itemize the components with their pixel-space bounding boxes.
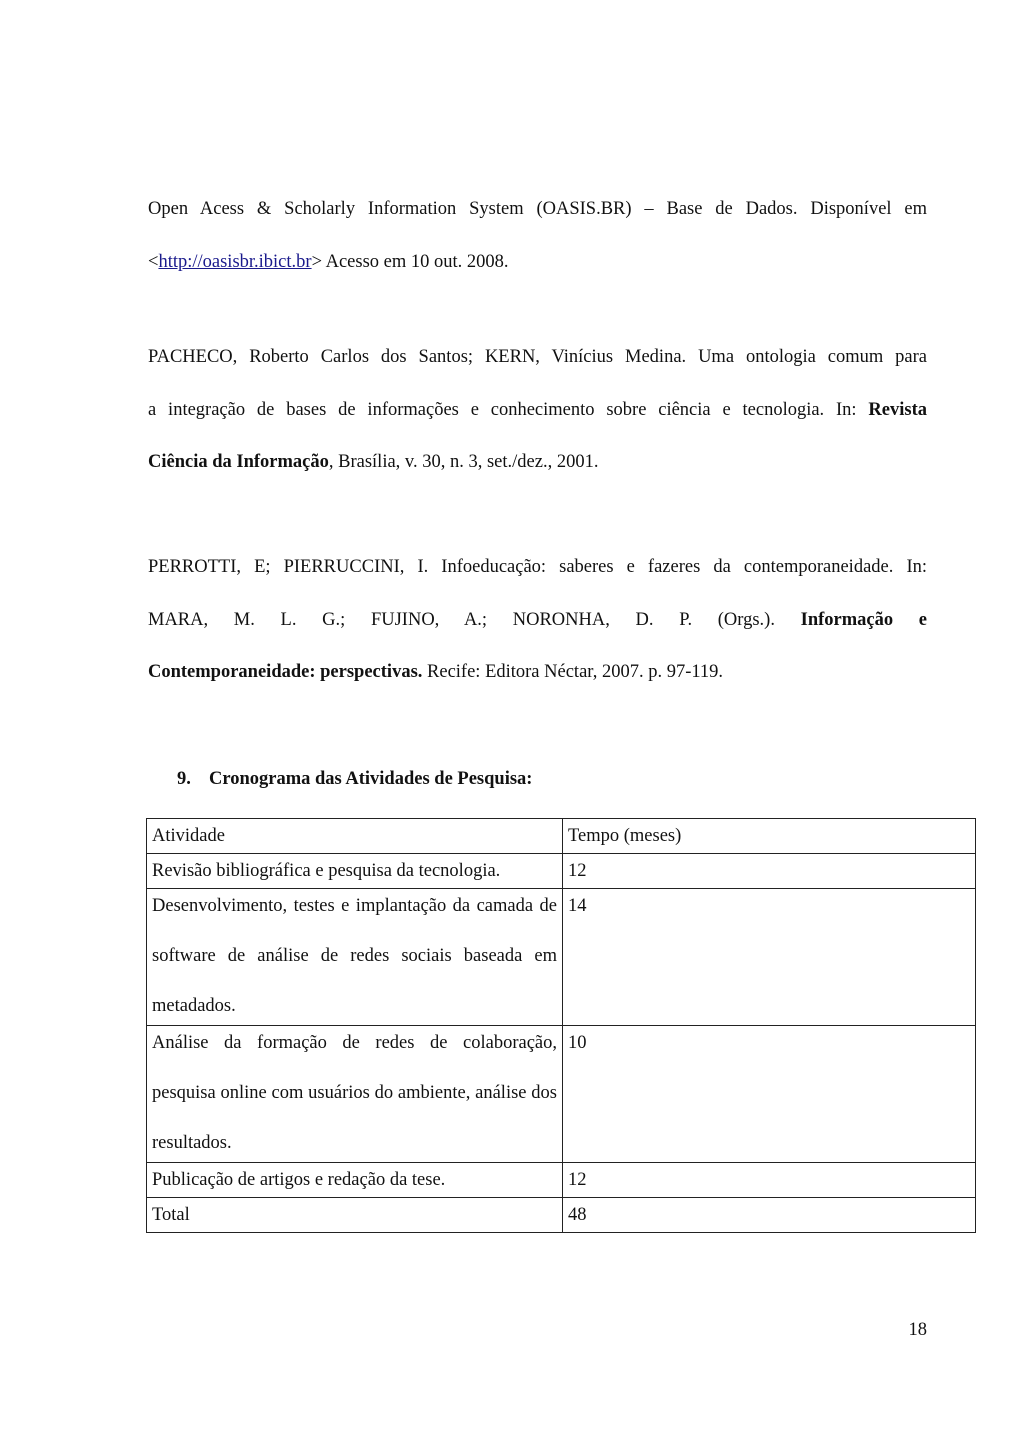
page-number: 18 <box>908 1320 927 1340</box>
table-row <box>147 889 976 1026</box>
activity-cell: Revisão bibliográfica e pesquisa da tecnologia. <box>147 854 563 889</box>
reference-pacheco-journal-part1: Revista <box>868 399 927 420</box>
reference-perrotti-line3 <box>148 646 927 699</box>
activity-cell <box>147 889 563 1026</box>
reference-pacheco-line3-text: , Brasília, v. 30, n. 3, set./dez., 2001. <box>328 452 599 472</box>
activity-cell <box>147 1026 563 1163</box>
time-cell: 12 <box>563 1163 976 1198</box>
header-activity: Atividade <box>147 819 563 854</box>
reference-pacheco-line3 <box>148 436 927 489</box>
reference-pacheco-line1: PACHECO, Roberto Carlos dos Santos; KERN, Vinícius Medina. Uma ontologia comum para <box>148 347 927 367</box>
reference-perrotti-line2-text: MARA, M. L. G.; FUJINO, A.; NORONHA, D. P. (Orgs.). <box>148 609 801 630</box>
table-header-row <box>147 819 976 854</box>
reference-perrotti <box>148 541 927 699</box>
activity-cell-text: Desenvolvimento, testes e implantação da camada de software de análise de redes sociais baseada em metadados. <box>152 896 557 1016</box>
reference-pacheco-line2-text: a integração de bases de informações e conhecimento sobre ciência e tecnologia. In: <box>148 399 869 420</box>
reference-perrotti-line3-text: Recife: Editora Néctar, 2007. p. 97-119. <box>422 662 724 682</box>
schedule-table <box>146 818 976 1233</box>
oasis-link[interactable]: http://oasisbr.ibict.br <box>158 251 312 272</box>
reference-pacheco-journal-part2: Ciência da Informação <box>148 452 329 472</box>
total-label-cell: Total <box>147 1198 563 1233</box>
reference-oasis-line1: Open Acess & Scholarly Information System (OASIS.BR) – Base de Dados. Disponível em <box>148 199 927 219</box>
reference-oasis <box>148 183 927 288</box>
reference-oasis-access: > Acesso em 10 out. 2008. <box>311 251 509 272</box>
header-time: Tempo (meses) <box>563 819 976 854</box>
section-number: 9. <box>177 769 191 789</box>
reference-oasis-lt: < <box>148 251 159 272</box>
time-cell: 12 <box>563 854 976 889</box>
activity-cell-text: Análise da formação de redes de colaboração, pesquisa online com usuários do ambiente, análise dos resultados. <box>152 1033 557 1153</box>
table-row-total <box>147 1198 976 1233</box>
reference-oasis-line2 <box>148 236 927 289</box>
section-heading <box>177 765 532 793</box>
reference-pacheco-line2 <box>148 384 927 437</box>
reference-perrotti-line2 <box>148 594 927 647</box>
table-row <box>147 1026 976 1163</box>
reference-pacheco <box>148 331 927 489</box>
section-title: Cronograma das Atividades de Pesquisa: <box>209 769 533 789</box>
activity-cell: Publicação de artigos e redação da tese. <box>147 1163 563 1198</box>
time-cell: 14 <box>563 889 976 1026</box>
reference-perrotti-book-part2: Contemporaneidade: perspectivas. <box>148 662 423 682</box>
table-row <box>147 1163 976 1198</box>
reference-perrotti-line1: PERROTTI, E; PIERRUCCINI, I. Infoeducação: saberes e fazeres da contemporaneidade. In: <box>148 557 927 577</box>
reference-perrotti-book-part1: Informação e <box>800 609 927 630</box>
total-value-cell: 48 <box>563 1198 976 1233</box>
time-cell: 10 <box>563 1026 976 1163</box>
